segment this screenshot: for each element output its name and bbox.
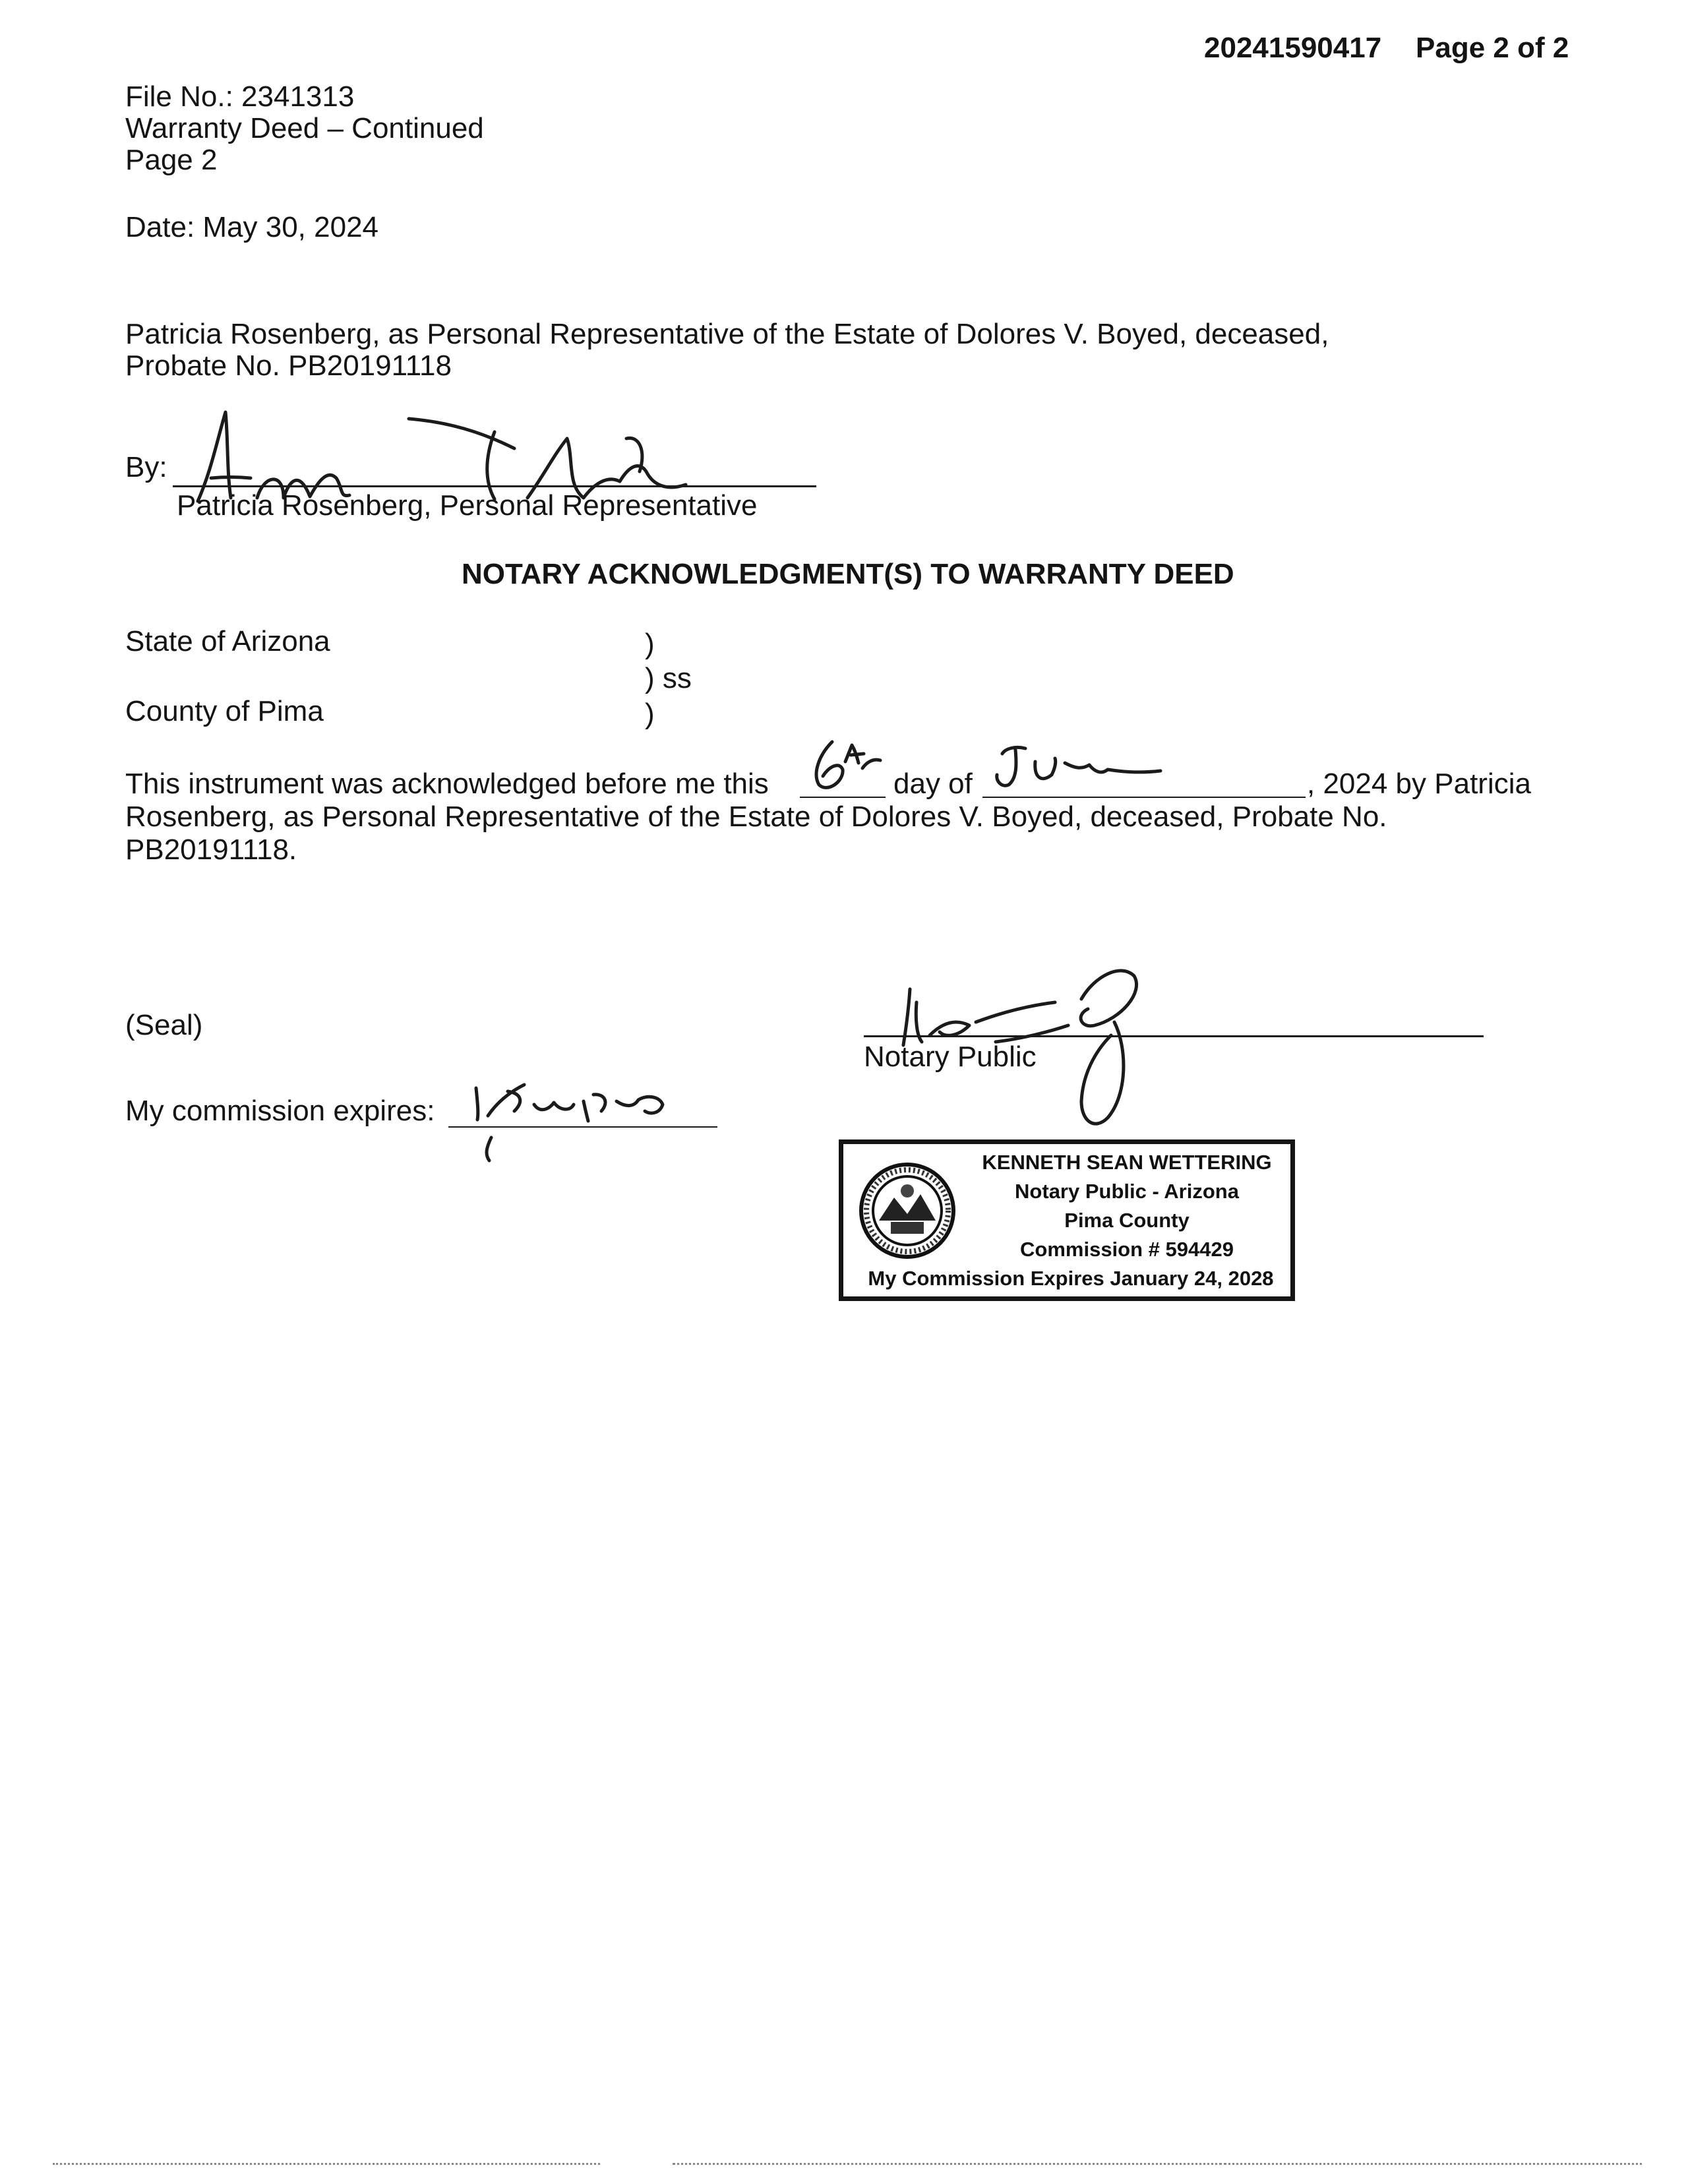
venue-paren-3: ) bbox=[645, 698, 655, 730]
notary-caption: Notary Public bbox=[864, 1041, 1037, 1073]
handwritten-month bbox=[989, 742, 1200, 795]
day-blank bbox=[800, 797, 886, 798]
scan-artifact bbox=[1220, 2163, 1642, 2168]
venue-county: County of Pima bbox=[125, 695, 324, 727]
notary-stamp bbox=[839, 1139, 1295, 1301]
page-indicator: Page 2 of 2 bbox=[1416, 32, 1569, 64]
grantor-line-1: Patricia Rosenberg, as Personal Representative of the Estate of Dolores V. Boyed, deceased, bbox=[125, 318, 1329, 350]
notary-heading: NOTARY ACKNOWLEDGMENT(S) TO WARRANTY DEED bbox=[462, 558, 1234, 590]
stamp-name: KENNETH SEAN WETTERING bbox=[982, 1151, 1272, 1174]
handwritten-day bbox=[804, 735, 890, 795]
date-line: Date: May 30, 2024 bbox=[125, 211, 379, 243]
file-number: File No.: 2341313 bbox=[125, 80, 355, 113]
scan-artifact bbox=[673, 2163, 1226, 2168]
commission-label: My commission expires: bbox=[125, 1095, 435, 1127]
grantor-line-2: Probate No. PB20191118 bbox=[125, 349, 452, 382]
acknowledgment-line-3: PB20191118. bbox=[125, 834, 297, 866]
arizona-seal-icon bbox=[858, 1161, 957, 1260]
document-title: Warranty Deed – Continued bbox=[125, 112, 484, 144]
acknowledgment-part-1: This instrument was acknowledged before me this bbox=[125, 768, 769, 800]
venue-state: State of Arizona bbox=[125, 625, 330, 657]
stamp-commission: Commission # 594429 bbox=[1020, 1238, 1234, 1261]
handwritten-expiration bbox=[462, 1075, 725, 1161]
scan-artifact bbox=[53, 2163, 600, 2168]
stamp-expires: My Commission Expires January 24, 2028 bbox=[868, 1267, 1274, 1290]
acknowledgment-part-3: , 2024 by Patricia bbox=[1307, 768, 1531, 800]
stamp-title: Notary Public - Arizona bbox=[1015, 1180, 1239, 1203]
by-label: By: bbox=[125, 451, 167, 483]
venue-ss: ) ss bbox=[645, 662, 692, 694]
month-blank bbox=[982, 797, 1306, 798]
page-label: Page 2 bbox=[125, 144, 218, 176]
stamp-county: Pima County bbox=[1064, 1209, 1190, 1232]
seal-label: (Seal) bbox=[125, 1009, 203, 1041]
acknowledgment-part-2: day of bbox=[893, 768, 973, 800]
signer-caption: Patricia Rosenberg, Personal Representative bbox=[177, 489, 758, 522]
acknowledgment-line-2: Rosenberg, as Personal Representative of the Estate of Dolores V. Boyed, deceased, Probate No. bbox=[125, 801, 1387, 833]
document-number: 20241590417 bbox=[1204, 32, 1382, 64]
venue-paren-1: ) bbox=[645, 628, 655, 660]
